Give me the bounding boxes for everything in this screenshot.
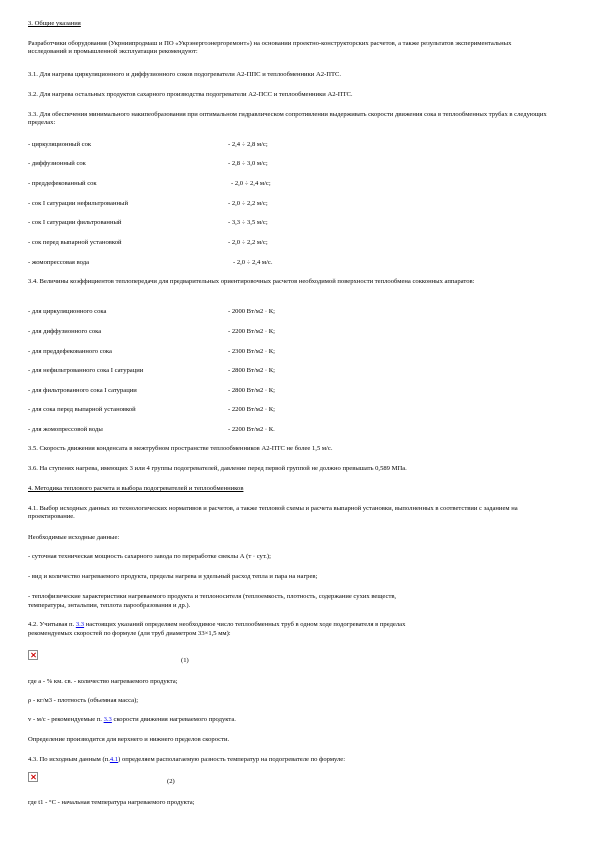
input-data-item: температуры, энтальпии, теплота парообразования и др.). xyxy=(28,602,191,609)
coef-item-value: - 2800 Вт/м2 · К; xyxy=(228,387,275,394)
coef-item-name: - для сока перед выпарной установкой xyxy=(28,406,136,413)
coef-item-value: - 2000 Вт/м2 · К; xyxy=(228,308,275,315)
speed-item-value: - 2,0 ÷ 2,2 м/с; xyxy=(228,239,268,246)
reference-link-3-3[interactable]: 3.3 xyxy=(103,716,112,723)
paragraph-4-2-text: 4.2. Учитывая п. xyxy=(28,621,75,628)
where-a: где а - % км. св. - количество нагреваемого продукта; xyxy=(28,678,178,685)
speed-item-value: - 2,0 ÷ 2,4 м/с. xyxy=(233,259,273,266)
speed-item-value: - 2,0 ÷ 2,2 м/с; xyxy=(228,200,268,207)
coef-item-name: - для жомопрессовой воды xyxy=(28,426,103,433)
speed-item-value: - 2,4 ÷ 2,8 м/с; xyxy=(228,141,268,148)
paragraph-4-3-text: ) определяем располагаемую разность температур на подогревателе по формуле: xyxy=(118,756,346,763)
paragraph-4-1: 4.1. Выбор исходных данных из технологических нормативов и расчетов, а также тепловой схемы и расчета выпарной установки, выполненных в соответствии с заданием на проектирование. xyxy=(28,505,518,521)
speed-item-name: - сок перед выпарной установкой xyxy=(28,239,122,246)
coef-item-value: - 2200 Вт/м2 · К; xyxy=(228,406,275,413)
formula-2-number: (2) xyxy=(167,778,175,785)
paragraph-4-2-cont: рекомендуемых скоростей по формуле (для труб диаметром 33×1,5 мм): xyxy=(28,630,231,637)
coef-item-value: - 2200 Вт/м2 · К. xyxy=(228,426,275,433)
speed-item-name: - сок I сатурации фильтрованный xyxy=(28,219,122,226)
needed-data-label: Необходимые исходные данные: xyxy=(28,534,120,541)
formula-1-number: (1) xyxy=(181,657,189,664)
determination-note: Определение производится для верхнего и нижнего пределов скорости. xyxy=(28,736,230,743)
input-data-item: - суточная техническая мощность сахарного завода по переработке свеклы А (т · сут.); xyxy=(28,553,271,560)
where-rho: ρ - кг/м3 - плотность (объемная масса); xyxy=(28,697,139,704)
speed-item-name: - сок I сатурации нефильтрованный xyxy=(28,200,128,207)
coef-item-name: - для фильтрованного сока I сатурации xyxy=(28,387,137,394)
input-data-item: - теплофизические характеристики нагреваемого продукта и теплоносителя (теплоемкость, плотность, содержание сухих веществ, xyxy=(28,593,397,600)
paragraph-3-1: 3.1. Для нагрева циркуляционного и диффузионного соков подогреватели А2-ППС и теплообменники А2-ПТС. xyxy=(28,71,342,78)
reference-link-4-1[interactable]: 4.1 xyxy=(109,756,119,763)
paragraph-4-2-text: настоящих указаний определяем необходимое число теплообменных труб в одном ходе подогревателя в пределах xyxy=(85,621,406,628)
where-v-text: скорости движения нагреваемого продукта. xyxy=(113,716,236,723)
coef-item-name: - для преддефекованного сока xyxy=(28,348,112,355)
paragraph-4-2 xyxy=(28,621,405,629)
coef-item-name: - для диффузионного сока xyxy=(28,328,102,335)
formula-2-image-icon xyxy=(28,772,38,782)
coef-item-name: - для нефильтрованного сока I сатурации xyxy=(28,367,144,374)
where-v xyxy=(28,716,236,724)
reference-link-3-3[interactable]: 3.3 xyxy=(75,621,85,628)
paragraph-3-5: 3.5. Скорость движения конденсата в межтрубном пространстве теплообменников А2-ПТС не более 1,5 м/с. xyxy=(28,445,333,452)
speed-item-name: - преддефекованный сок xyxy=(28,180,97,187)
paragraph-4-3 xyxy=(28,756,345,764)
coef-item-value: - 2800 Вт/м2 · К; xyxy=(228,367,275,374)
coef-item-value: - 2300 Вт/м2 · К; xyxy=(228,348,275,355)
speed-item-value: - 2,8 ÷ 3,0 м/с; xyxy=(228,160,268,167)
where-t1: где t1 - °C - начальная температура нагреваемого продукта; xyxy=(28,799,195,806)
coef-item-name: - для циркуляционного сока xyxy=(28,308,107,315)
paragraph-3-4: 3.4. Величины коэффициентов теплопередачи для предварительных ориентировочных расчетов необходимой поверхности теплообмена сокконных аппаратов: xyxy=(28,278,475,285)
speed-item-name: - жомопрессовая вода xyxy=(28,259,90,266)
section-3-intro: Разработчики оборудования (Укрниипродмаш и ПО «Укрэнергоэнергоремонт») на основании проектно-конструкторских расчетов, а также результатов экспериментальных исследований и промышленной эксплуатации рекомендуют: xyxy=(28,40,512,56)
speed-item-name: - циркуляционный сок xyxy=(28,141,92,148)
coef-item-value: - 2200 Вт/м2 · К; xyxy=(228,328,275,335)
where-v-text: v - м/с - рекомендуемые п. xyxy=(28,716,102,723)
speed-item-value: - 3,3 ÷ 3,5 м/с; xyxy=(228,219,268,226)
speed-item-name: - диффузионный сок xyxy=(28,160,86,167)
paragraph-4-3-text: 4.3. По исходным данным (п. xyxy=(28,756,110,763)
section-4-heading: 4. Методика теплового расчета и выбора подогревателей и теплообменников xyxy=(28,485,244,492)
paragraph-3-6: 3.6. На ступенях нагрева, имеющих 3 или 4 группы подогревателей, давление перед первой группой не должно превышать 0,589 МПа. xyxy=(28,465,407,472)
paragraph-3-3: 3.3. Для обеспечения минимального накипеобразования при оптимальном гидравлическом сопротивлении выдерживать скорости движения сока в теплообменных трубах в следующих пределах: xyxy=(28,111,547,127)
input-data-item: - вид и количество нагреваемого продукта, пределы нагрева и удельный расход тепла и пара на нагрев; xyxy=(28,573,318,580)
paragraph-3-2: 3.2. Для нагрева остальных продуктов сахарного производства подогреватели А2-ПСС и теплообменники А2-ПТС. xyxy=(28,91,353,98)
formula-1-image-icon xyxy=(28,650,38,660)
speed-item-value: - 2,0 ÷ 2,4 м/с; xyxy=(231,180,271,187)
section-3-heading: 3. Общие указания xyxy=(28,20,81,27)
